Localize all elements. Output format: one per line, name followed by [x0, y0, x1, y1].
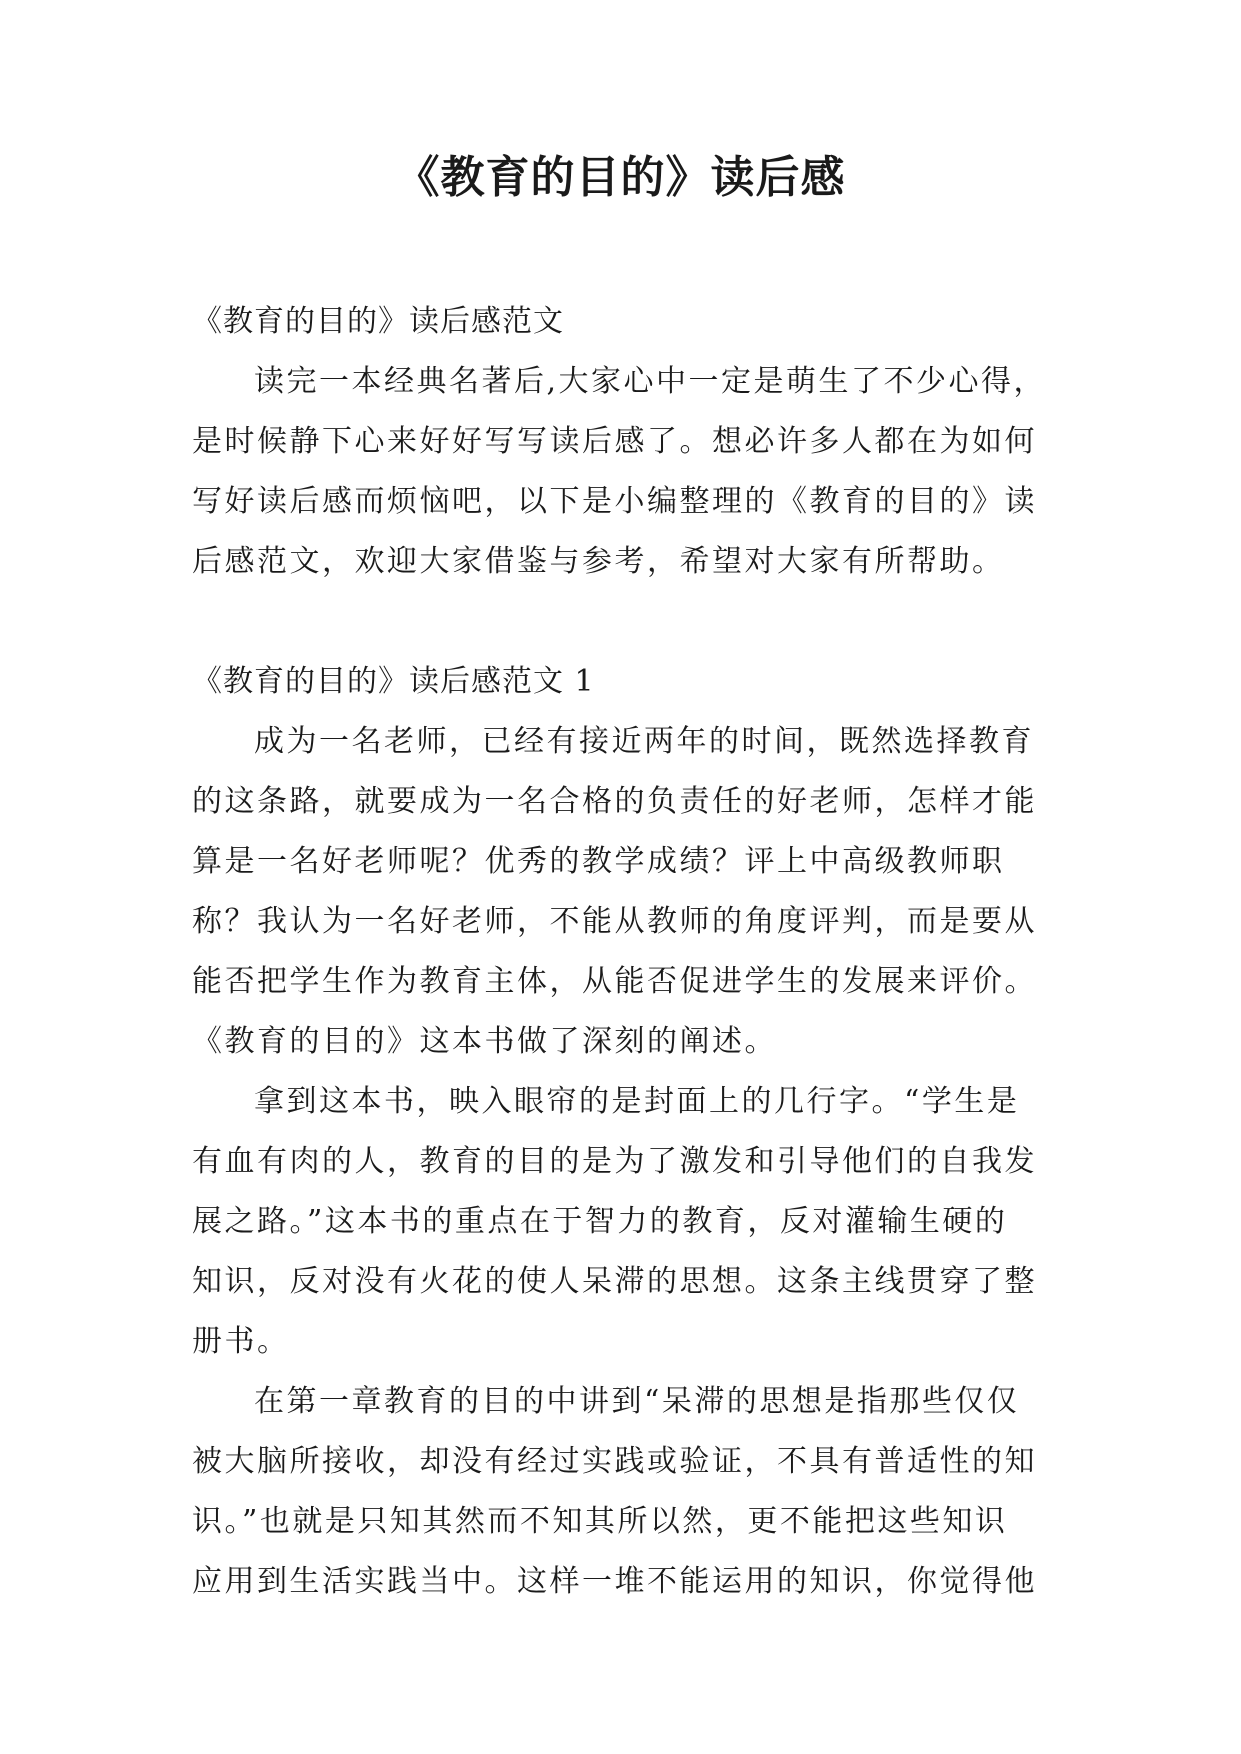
intro-line: 读完一本经典名著后,大家心中一定是萌生了不少心得， — [254, 364, 1047, 399]
paragraph-line: 在第一章教育的目的中讲到“呆滞的思想是指那些仅仅 — [254, 1384, 1020, 1419]
section-spacer — [192, 592, 1054, 652]
paragraph-line: 应用到生活实践当中。这样一堆不能运用的知识，你觉得他 — [192, 1564, 1037, 1599]
essay-heading: 《教育的目的》读后感范文 1 — [192, 664, 595, 699]
paragraph-line: 拿到这本书，映入眼帘的是封面上的几行字。“学生是 — [254, 1084, 1020, 1119]
paragraph-line: 能否把学生作为教育主体，从能否促进学生的发展来评价。 — [192, 964, 1037, 999]
intro-line: 是时候静下心来好好写写读后感了。想必许多人都在为如何 — [192, 424, 1037, 459]
paragraph-line: 册书。 — [192, 1324, 290, 1359]
paragraph-line: 识。”也就是只知其然而不知其所以然，更不能把这些知识 — [192, 1504, 1008, 1539]
document-title: 《教育的目的》读后感 — [395, 152, 846, 203]
paragraph-line: 称？我认为一名好老师，不能从教师的角度评判，而是要从 — [192, 904, 1037, 939]
intro-heading: 《教育的目的》读后感范文 — [192, 304, 564, 339]
paragraph-line: 算是一名好老师呢？优秀的教学成绩？评上中高级教师职 — [192, 844, 1005, 879]
paragraph-line: 《教育的目的》这本书做了深刻的阐述。 — [192, 1024, 777, 1059]
paragraph-line: 的这条路，就要成为一名合格的负责任的好老师，怎样才能 — [192, 784, 1037, 819]
paragraph-line: 知识，反对没有火花的使人呆滞的思想。这条主线贯穿了整 — [192, 1264, 1037, 1299]
intro-line: 写好读后感而烦恼吧，以下是小编整理的《教育的目的》读 — [192, 484, 1037, 519]
document-body — [192, 292, 1054, 1612]
intro-line: 后感范文，欢迎大家借鉴与参考，希望对大家有所帮助。 — [192, 544, 1005, 579]
paragraph-line: 有血有肉的人，教育的目的是为了激发和引导他们的自我发 — [192, 1144, 1037, 1179]
paragraph-line: 被大脑所接收，却没有经过实践或验证，不具有普适性的知 — [192, 1444, 1037, 1479]
paragraph-line: 展之路。”这本书的重点在于智力的教育，反对灌输生硬的 — [192, 1204, 1008, 1239]
paragraph-line: 成为一名老师，已经有接近两年的时间，既然选择教育 — [254, 724, 1034, 759]
